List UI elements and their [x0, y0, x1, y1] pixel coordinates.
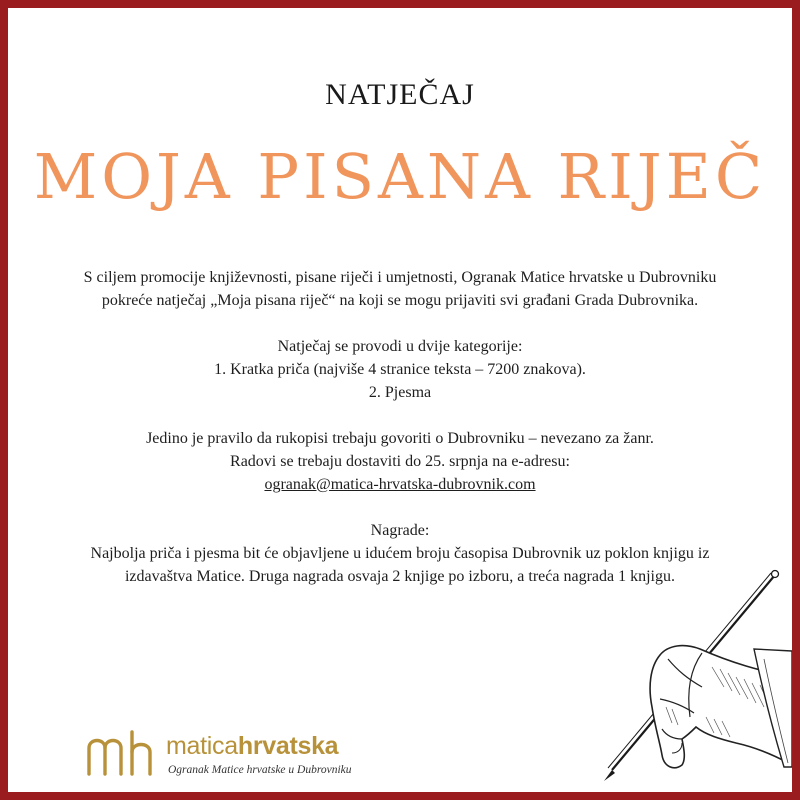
awards-heading: Nagrade:: [370, 522, 430, 539]
spacer: [68, 312, 732, 335]
email-line: [68, 473, 732, 496]
poster-body: [68, 266, 732, 588]
spacer: [68, 496, 732, 519]
logo-subtitle: Ogranak Matice hrvatske u Dubrovniku: [168, 764, 352, 776]
hand-with-pen-illustration: [492, 567, 792, 792]
categories-heading: Natječaj se provodi u dvije kategorije:: [277, 338, 523, 355]
email-link[interactable]: ogranak@matica-hrvatska-dubrovnik.com: [264, 476, 536, 493]
kicker-heading: NATJEČAJ: [325, 78, 475, 111]
logo-word-bold: hrvatska: [237, 732, 339, 760]
logo-wordmark: [166, 732, 338, 761]
spacer: [68, 404, 732, 427]
matica-hrvatska-logo: [86, 728, 386, 788]
logo-word-regular: matica: [166, 732, 238, 760]
category-item: 1. Kratka priča (najviše 4 stranice teksta – 7200 znakova).: [214, 361, 586, 378]
intro-paragraph: S ciljem promocije književnosti, pisane riječi i umjetnosti, Ogranak Matice hrvatske u Dubrovniku pokreće natječaj „Moja pisana riječ“ na koji se mogu prijaviti svi građani Grada Dubrovnika.: [83, 269, 717, 309]
awards-text: Najbolja priča i pjesma bit će objavljene u idućem broju časopisa Dubrovnik uz poklon knjigu iz izdavaštva Matice. Druga nagrada osvaja 2 knjige po izboru, a treća nagrada 1 knjigu.: [90, 545, 710, 585]
rule-text: Jedino je pravilo da rukopisi trebaju govoriti o Dubrovniku – nevezano za žanr.: [146, 430, 654, 447]
poster-title: MOJA PISANA RIJEČ: [33, 140, 767, 213]
category-item: 2. Pjesma: [368, 384, 432, 401]
deadline-text: Radovi se trebaju dostaviti do 25. srpnja na e-adresu:: [230, 453, 570, 470]
mh-monogram-icon: [86, 730, 160, 776]
